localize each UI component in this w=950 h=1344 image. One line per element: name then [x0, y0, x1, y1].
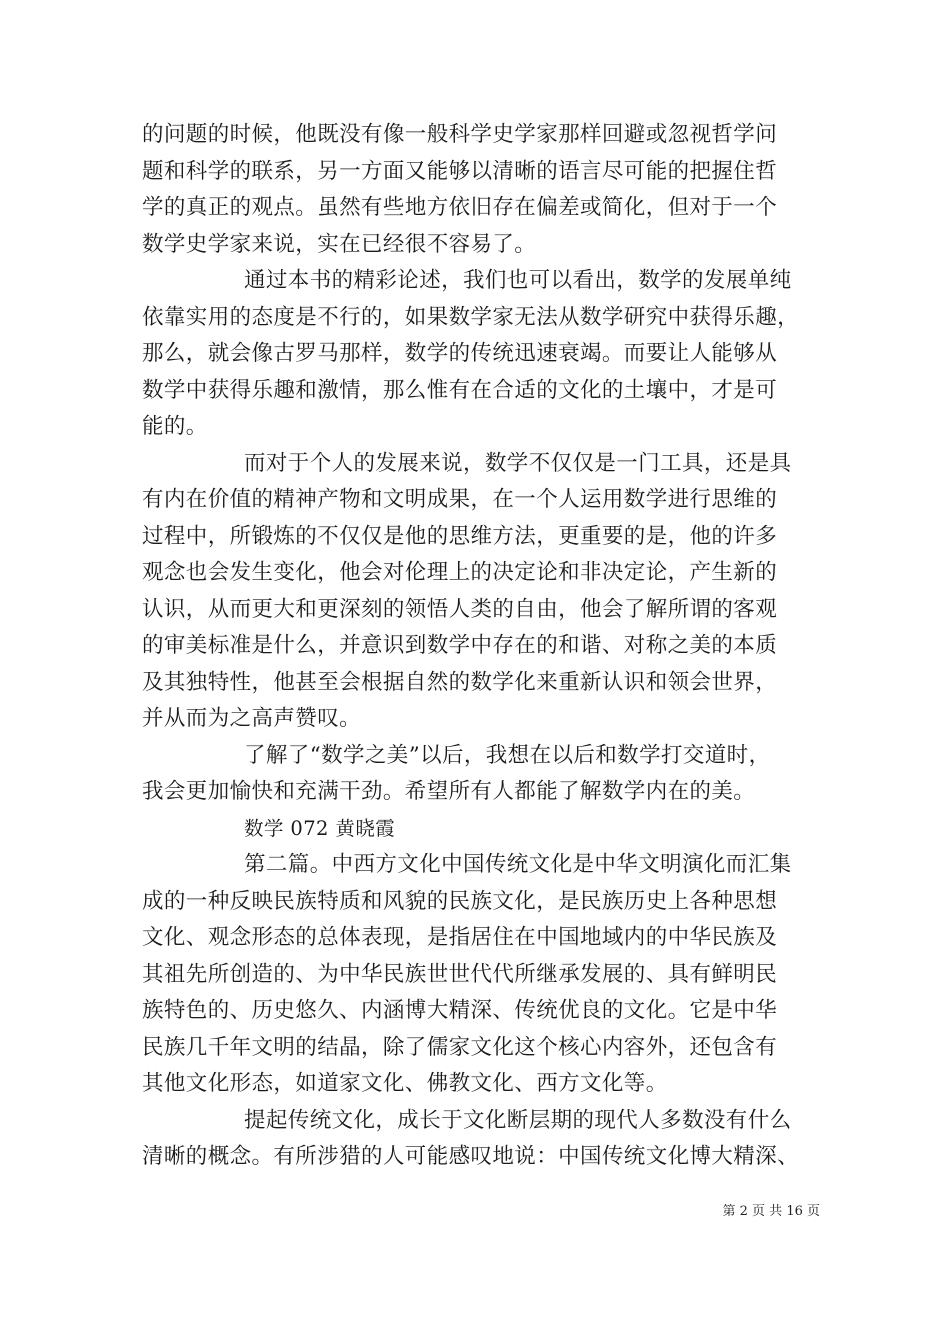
paragraph-first-line: 提起传统文化，成长于文化断层期的现代人多数没有什么 [244, 1107, 792, 1133]
text-line: 成的一种反映民族特质和风貌的民族文化，是民族历史上各种思想 [142, 888, 778, 914]
text-line: 有内在价值的精神产物和文明成果，在一个人运用数学进行思维的 [142, 487, 778, 512]
text-line: 清晰的概念。有所涉猎的人可能感叹地说：中国传统文化博大精深、 [142, 1144, 800, 1169]
text-line: 能的。 [142, 414, 208, 439]
text-line: 数学中获得乐趣和激情，那么惟有在合适的文化的土壤中，才是可 [142, 377, 778, 403]
text-line: 的问题的时候，他既没有像一般科学史学家那样回避或忽视哲学问 [142, 122, 778, 147]
text-line: 我会更加愉快和充满干劲。希望所有人都能了解数学内在的美。 [142, 779, 756, 804]
text-line: 并从而为之高声赞叹。 [142, 706, 362, 731]
text-line: 文化、观念形态的总体表现，是指居住在中国地域内的中华民族及 [142, 925, 778, 950]
text-line: 及其独特性，他甚至会根据自然的数学化来重新认识和领会世界， [142, 669, 778, 695]
text-line: 数学史学家来说，实在已经很不容易了。 [142, 231, 537, 257]
text-line: 认识，从而更大和更深刻的领悟人类的自由，他会了解所谓的客观 [142, 596, 778, 622]
section-heading-line: 第二篇。中西方文化中国传统文化是中华文明演化而汇集 [244, 852, 792, 877]
text-line: 依靠实用的态度是不行的，如果数学家无法从数学研究中获得乐趣， [142, 304, 800, 330]
paragraph-first-line: 而对于个人的发展来说，数学不仅仅是一门工具，还是具 [244, 450, 792, 476]
text-line: 过程中，所锻炼的不仅仅是他的思维方法，更重要的是，他的许多 [142, 523, 778, 549]
text-line: 族特色的、历史悠久、内涵博大精深、传统优良的文化。它是中华 [142, 998, 778, 1023]
text-line: 那么，就会像古罗马那样，数学的传统迅速衰竭。而要让人能够从 [142, 341, 778, 366]
document-body [142, 117, 818, 1176]
text-line: 的审美标准是什么，并意识到数学中存在的和谐、对称之美的本质 [142, 633, 778, 658]
text-line: 其他文化形态，如道家文化、佛教文化、西方文化等。 [142, 1071, 668, 1096]
paragraph-first-line: 通过本书的精彩论述，我们也可以看出，数学的发展单纯 [244, 268, 792, 293]
page-number-footer: 第 2 页 共 16 页 [722, 1204, 820, 1219]
text-line: 观念也会发生变化，他会对伦理上的决定论和非决定论，产生新的 [142, 560, 778, 585]
text-line: 学的真正的观点。虽然有些地方依旧存在偏差或简化，但对于一个 [142, 195, 778, 220]
text-line: 其祖先所创造的、为中华民族世世代代所继承发展的、具有鲜明民 [142, 961, 778, 987]
text-line: 民族几千年文明的结晶，除了儒家文化这个核心内容外，还包含有 [142, 1034, 778, 1060]
paragraph-first-line: 了解了“数学之美”以后，我想在以后和数学打交道时， [244, 742, 771, 768]
text-line: 题和科学的联系，另一方面又能够以清晰的语言尽可能的把握住哲 [142, 158, 778, 184]
author-signature: 数学 072 黄晓霞 [244, 816, 396, 840]
